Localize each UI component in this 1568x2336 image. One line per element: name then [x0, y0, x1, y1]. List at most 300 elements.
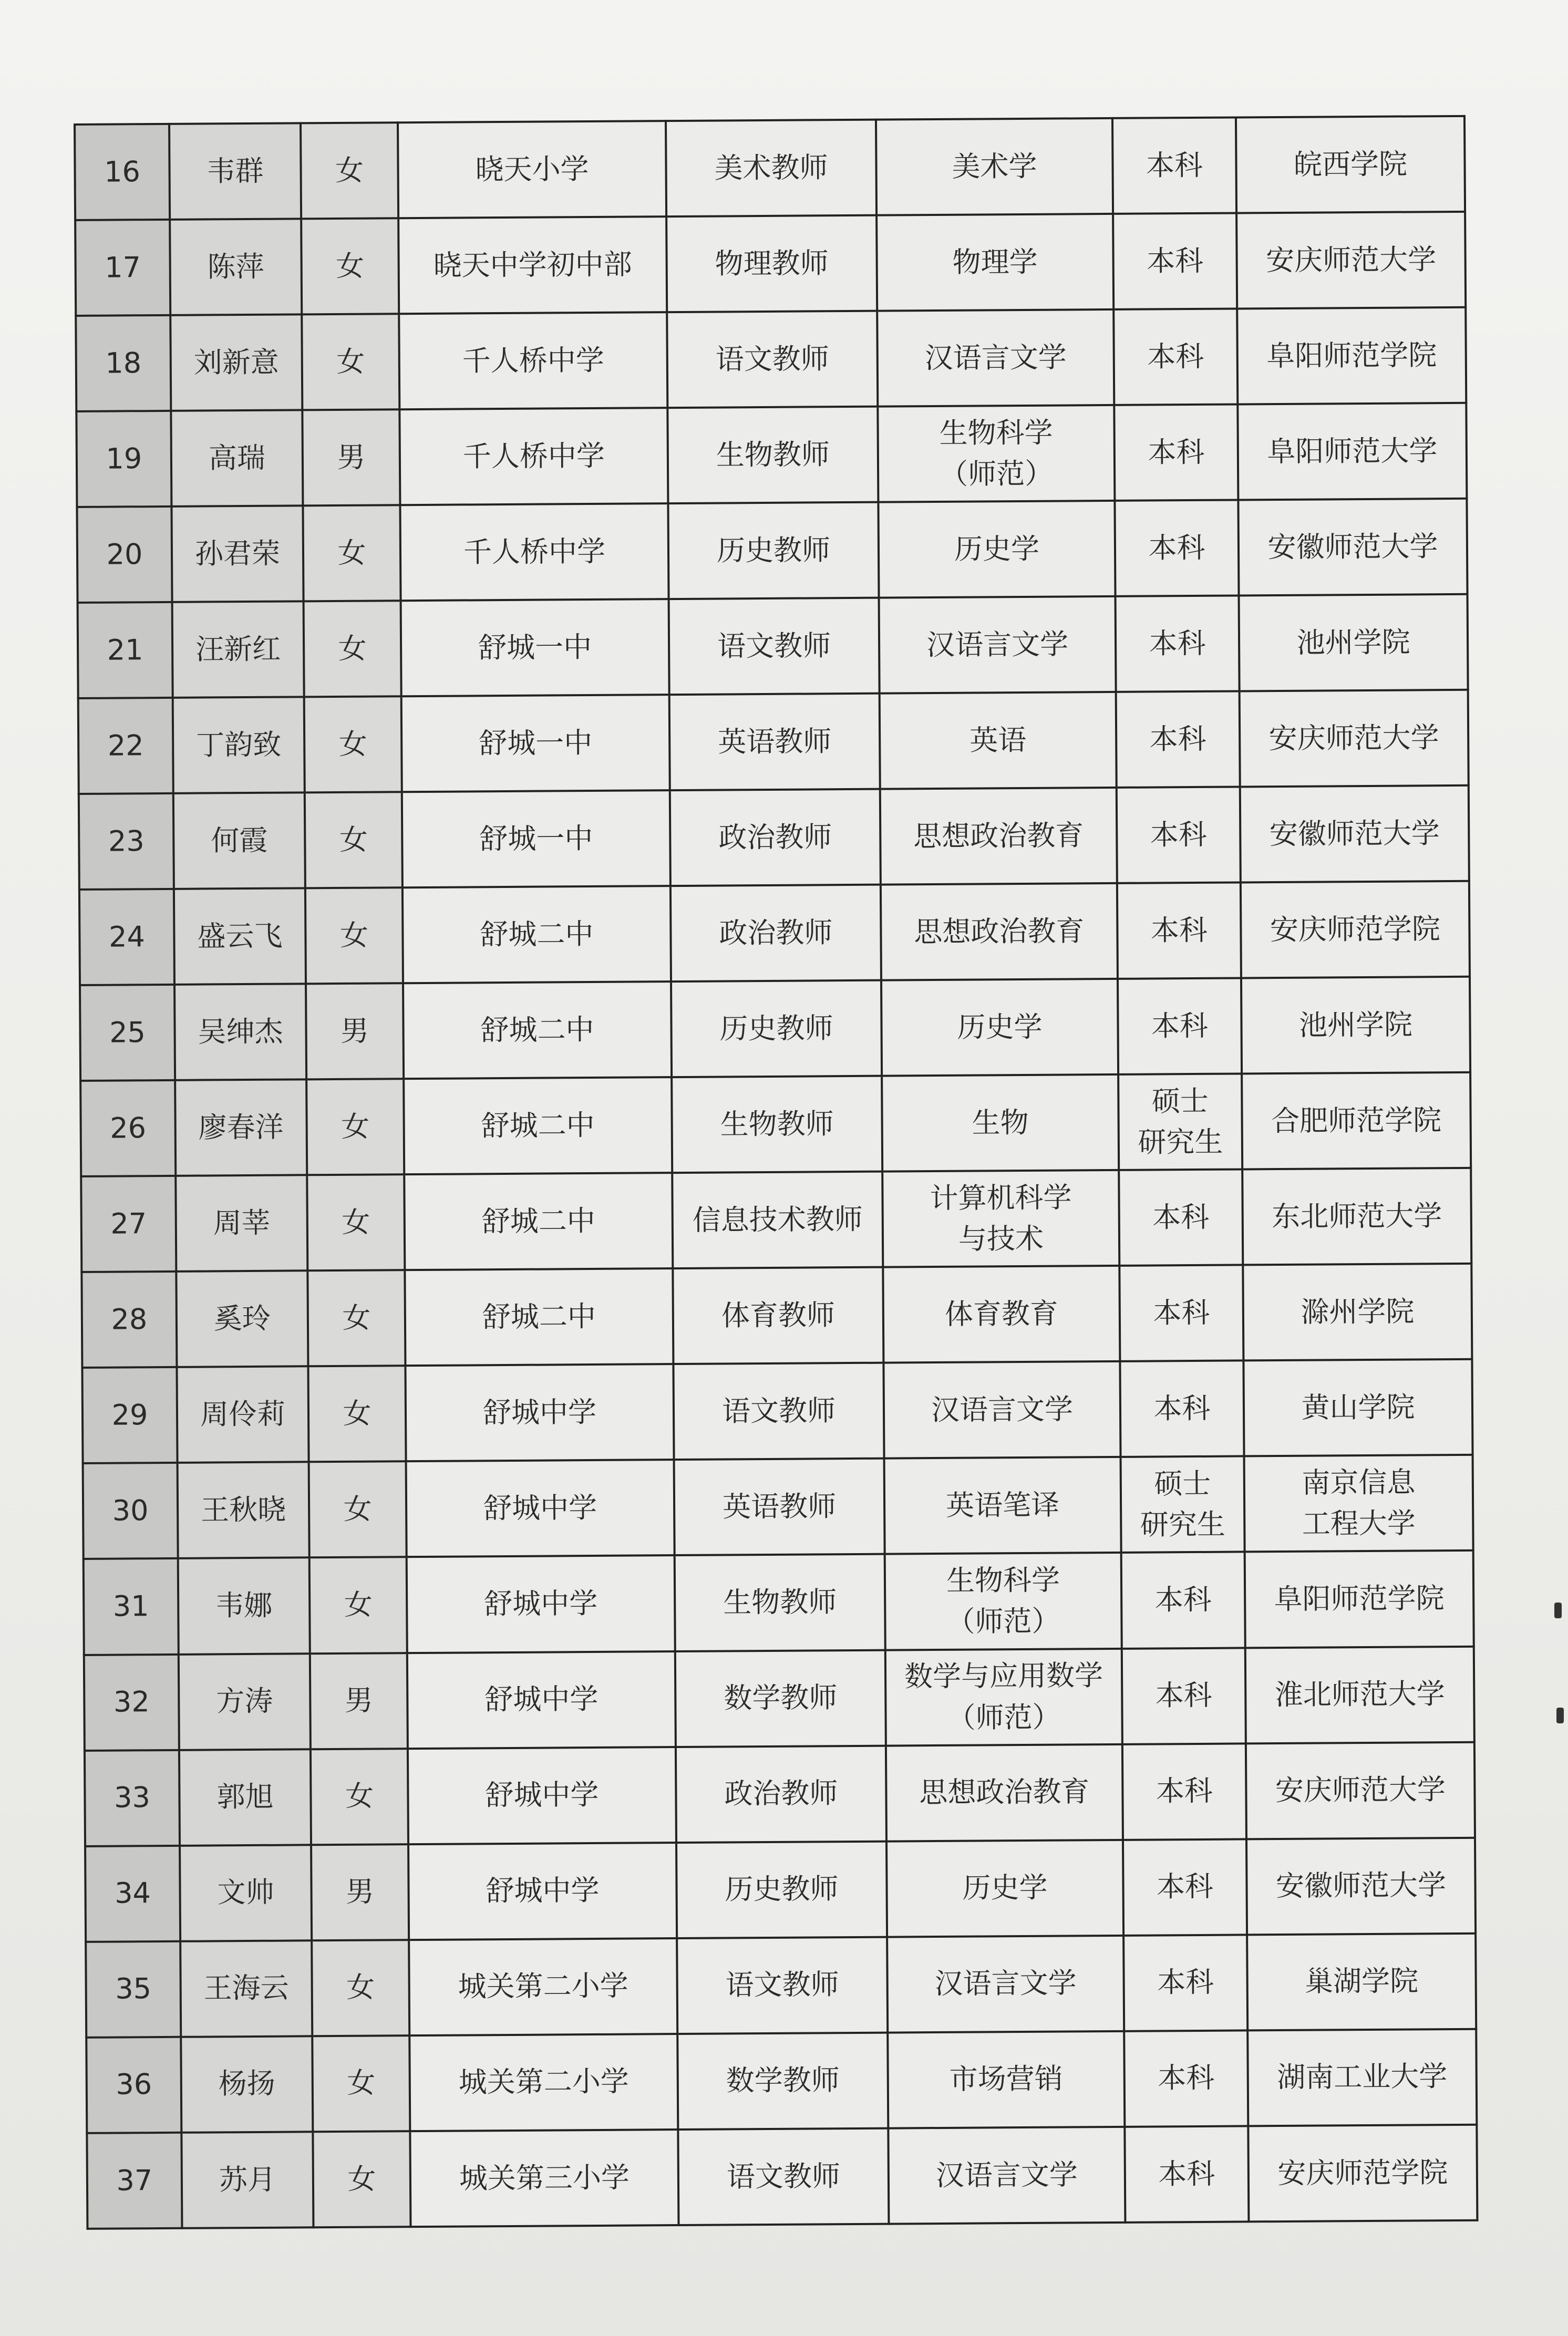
cell-text: 市场营销	[949, 2062, 1063, 2096]
table-row	[75, 116, 1465, 220]
cell-text: 苏月	[219, 2163, 276, 2196]
cell-text: 英语教师	[722, 1490, 837, 1524]
cell-name	[173, 793, 305, 890]
cell-name	[181, 2132, 313, 2228]
cell-text: 陈萍	[207, 250, 264, 284]
cell-text: 20	[106, 538, 143, 571]
cell-text: 女	[345, 1779, 374, 1813]
cell-text: 本科	[1153, 1296, 1210, 1330]
cell-text: 25	[109, 1016, 146, 1049]
cell-school	[403, 886, 671, 983]
table-row	[84, 1646, 1474, 1750]
cell-text: 研究生	[1140, 1508, 1226, 1542]
cell-degree	[1124, 2030, 1248, 2126]
cell-text: 舒城中学	[485, 1778, 599, 1812]
cell-text: 千人桥中学	[462, 439, 605, 473]
cell-text: 33	[114, 1781, 151, 1814]
cell-university	[1237, 403, 1467, 500]
cell-school	[399, 312, 667, 409]
cell-name	[180, 1940, 312, 2037]
cell-text: 滁州学院	[1301, 1295, 1415, 1329]
cell-university	[1243, 1359, 1472, 1456]
cell-gender	[306, 983, 404, 1079]
scan-mark	[1554, 1603, 1562, 1618]
table-row	[81, 1168, 1471, 1272]
cell-text: 女	[347, 2162, 376, 2196]
cell-number	[82, 1367, 177, 1463]
cell-position	[676, 1745, 886, 1842]
cell-text: 奚玲	[213, 1301, 271, 1336]
cell-gender	[303, 505, 400, 601]
cell-text: 孙君荣	[194, 536, 281, 571]
cell-text: （师范）	[939, 457, 1054, 491]
cell-major	[881, 979, 1118, 1076]
cell-text: 本科	[1146, 148, 1203, 182]
cell-text: 34	[115, 1876, 151, 1910]
cell-school	[404, 1077, 672, 1174]
cell-position	[675, 1650, 886, 1746]
cell-gender	[305, 887, 403, 984]
cell-text: 池州学院	[1298, 1008, 1413, 1042]
cell-text: （师范）	[947, 1700, 1061, 1734]
cell-text: 女	[346, 1971, 375, 2004]
cell-text: 本科	[1147, 339, 1204, 374]
cell-text: 语文教师	[725, 1968, 839, 2002]
cell-name	[179, 1653, 311, 1750]
cell-text: 女	[337, 536, 366, 570]
cell-university	[1236, 212, 1466, 309]
cell-name	[178, 1558, 310, 1655]
cell-school	[407, 1556, 675, 1653]
cell-number	[77, 507, 172, 603]
cell-major	[880, 692, 1117, 789]
cell-text: 女	[339, 918, 369, 953]
cell-text: 男	[337, 440, 366, 474]
cell-text: 安庆师范大学	[1268, 721, 1439, 756]
table-row	[84, 1551, 1474, 1655]
table-row	[81, 1264, 1472, 1368]
cell-text: 丁韵致	[196, 728, 282, 762]
cell-text: 淮北师范大学	[1274, 1677, 1445, 1712]
cell-text: 城关第三小学	[459, 2161, 630, 2195]
cell-text: 体育教育	[944, 1297, 1059, 1331]
cell-text: 黄山学院	[1301, 1390, 1415, 1425]
cell-text: 数学教师	[724, 1681, 838, 1715]
cell-text: 汉语言文学	[924, 340, 1067, 375]
cell-text: 思想政治教育	[914, 914, 1085, 949]
cell-gender	[310, 1653, 408, 1749]
cell-position	[674, 1459, 885, 1555]
cell-number	[81, 1272, 177, 1368]
cell-text: 吴绅杰	[198, 1015, 283, 1049]
cell-text: 皖西学院	[1293, 147, 1408, 181]
cell-name	[170, 219, 302, 315]
cell-text: 本科	[1156, 1870, 1214, 1904]
cell-text: 26	[110, 1111, 147, 1145]
cell-school	[400, 503, 668, 601]
cell-text: 汪新红	[195, 632, 281, 666]
cell-text: 工程大学	[1302, 1506, 1416, 1541]
cell-text: 本科	[1150, 818, 1208, 852]
cell-text: 生物科学	[939, 416, 1053, 450]
cell-text: 女	[342, 1301, 371, 1335]
cell-position	[668, 502, 879, 599]
cell-text: 生物教师	[716, 438, 830, 472]
cell-text: 安庆师范大学	[1265, 243, 1437, 277]
cell-text: 汉语言文学	[934, 1966, 1077, 2001]
cell-text: 生物	[972, 1106, 1029, 1140]
cell-text: 女	[338, 632, 367, 665]
cell-text: 27	[110, 1207, 147, 1241]
cell-text: 舒城二中	[481, 1204, 595, 1238]
cell-major	[882, 1074, 1119, 1172]
cell-major	[878, 405, 1115, 502]
cell-text: 英语	[969, 723, 1027, 757]
cell-text: 本科	[1153, 1392, 1211, 1425]
cell-text: 舒城中学	[483, 1491, 597, 1525]
cell-degree	[1122, 1648, 1246, 1744]
table-row	[77, 499, 1467, 603]
table-row	[78, 690, 1469, 794]
cell-name	[173, 697, 305, 794]
cell-major	[888, 2127, 1125, 2224]
cell-number	[85, 1845, 180, 1941]
cell-text: 舒城一中	[479, 822, 593, 856]
cell-school	[408, 1843, 677, 1940]
cell-text: 千人桥中学	[463, 534, 606, 569]
cell-university	[1238, 499, 1467, 596]
cell-position	[675, 1554, 885, 1651]
scan-mark	[1556, 1708, 1564, 1723]
cell-text: 廖春洋	[198, 1110, 284, 1144]
cell-text: 东北师范大学	[1272, 1199, 1442, 1234]
cell-major	[885, 1553, 1122, 1650]
cell-text: 男	[345, 1875, 375, 1909]
cell-university	[1244, 1455, 1473, 1552]
cell-text: 千人桥中学	[462, 343, 604, 378]
cell-major	[876, 118, 1113, 215]
cell-school	[407, 1651, 676, 1749]
roster-body	[75, 116, 1477, 2229]
cell-text: 本科	[1157, 1966, 1214, 1999]
cell-text: 历史教师	[725, 1872, 839, 1906]
cell-text: 历史学	[954, 532, 1040, 566]
cell-school	[403, 981, 672, 1079]
cell-number	[76, 315, 171, 411]
cell-text: 历史教师	[716, 533, 831, 567]
cell-position	[678, 2128, 889, 2225]
cell-school	[410, 2130, 678, 2227]
cell-number	[84, 1558, 179, 1655]
cell-text: 安徽师范大学	[1269, 816, 1440, 851]
cell-degree	[1120, 1361, 1244, 1457]
cell-text: 女	[336, 345, 365, 378]
cell-text: 安庆师范大学	[1275, 1773, 1446, 1807]
cell-university	[1240, 785, 1469, 883]
cell-name	[174, 888, 306, 985]
table-row	[76, 307, 1466, 411]
table-row	[86, 1933, 1476, 2037]
cell-major	[876, 214, 1113, 311]
cell-text: 杨扬	[218, 2067, 275, 2101]
cell-text: 本科	[1148, 435, 1205, 469]
cell-text: 本科	[1155, 1679, 1213, 1712]
cell-text: 阜阳师范学院	[1274, 1582, 1445, 1616]
cell-text: 周莘	[213, 1206, 270, 1240]
cell-position	[673, 1267, 883, 1364]
cell-text: 安徽师范大学	[1267, 530, 1438, 564]
cell-position	[677, 1937, 888, 2033]
cell-text: 16	[104, 155, 141, 189]
cell-text: 舒城中学	[486, 1874, 600, 1908]
cell-text: 本科	[1150, 913, 1208, 947]
cell-university	[1248, 2124, 1477, 2221]
cell-text: 硕士	[1151, 1084, 1209, 1118]
cell-text: 池州学院	[1296, 625, 1410, 659]
cell-position	[670, 885, 881, 981]
cell-text: 女	[344, 1588, 373, 1622]
cell-text: 19	[106, 442, 142, 476]
cell-text: 舒城二中	[482, 1300, 596, 1334]
cell-text: 计算机科学	[930, 1181, 1072, 1215]
cell-text: 数学与应用数学	[904, 1659, 1103, 1693]
cell-number	[81, 1176, 176, 1272]
cell-text: 政治教师	[724, 1776, 838, 1811]
cell-major	[883, 1266, 1120, 1363]
cell-text: 本科	[1148, 531, 1205, 565]
cell-gender	[311, 1749, 408, 1845]
cell-name	[178, 1462, 310, 1559]
cell-position	[666, 215, 877, 312]
cell-text: 本科	[1151, 1009, 1209, 1043]
cell-degree	[1122, 1743, 1246, 1839]
cell-position	[669, 598, 880, 695]
cell-school	[401, 599, 669, 696]
table-row	[85, 1742, 1475, 1846]
cell-text: 美术教师	[714, 151, 828, 185]
cell-position	[672, 1076, 882, 1173]
cell-number	[86, 1941, 181, 2037]
cell-gender	[304, 696, 402, 792]
cell-text: 城关第二小学	[458, 2065, 629, 2100]
cell-number	[75, 220, 170, 316]
cell-text: 思想政治教育	[919, 1775, 1090, 1810]
cell-position	[670, 789, 881, 886]
cell-name	[181, 2036, 313, 2133]
cell-name	[179, 1749, 311, 1846]
cell-text: 本科	[1152, 1201, 1210, 1234]
cell-degree	[1117, 787, 1241, 883]
cell-text: 语文教师	[715, 342, 829, 376]
cell-school	[408, 1747, 676, 1844]
cell-number	[84, 1654, 179, 1750]
cell-text: 历史学	[957, 1010, 1043, 1044]
cell-text: 晓天中学初中部	[433, 247, 632, 282]
cell-text: 女	[338, 727, 367, 761]
cell-text: 31	[112, 1589, 149, 1623]
cell-text: 郭旭	[216, 1780, 274, 1814]
cell-school	[409, 1938, 677, 2035]
cell-school	[405, 1364, 674, 1461]
cell-gender	[302, 409, 400, 505]
cell-text: 王秋晓	[200, 1493, 286, 1527]
cell-number	[85, 1750, 180, 1846]
cell-text: 舒城二中	[481, 1109, 595, 1143]
table-row	[79, 785, 1469, 890]
cell-position	[677, 2032, 888, 2129]
cell-position	[673, 1363, 884, 1460]
cell-gender	[312, 1940, 409, 2036]
cell-number	[79, 889, 174, 985]
table-row	[76, 403, 1467, 507]
cell-text: 合肥师范学院	[1271, 1103, 1442, 1138]
cell-degree	[1123, 1935, 1247, 2031]
cell-text: 女	[339, 823, 368, 857]
cell-school	[405, 1268, 673, 1366]
cell-gender	[309, 1462, 407, 1558]
cell-position	[667, 407, 878, 503]
cell-gender	[306, 1079, 404, 1175]
cell-school	[404, 1173, 673, 1270]
cell-text: 29	[111, 1398, 148, 1432]
cell-text: 本科	[1149, 626, 1206, 660]
cell-text: 22	[107, 729, 144, 762]
cell-text: 英语教师	[718, 725, 832, 759]
cell-number	[83, 1463, 178, 1559]
cell-text: 研究生	[1138, 1125, 1223, 1159]
cell-text: 周伶莉	[200, 1397, 286, 1431]
cell-degree	[1116, 691, 1240, 788]
cell-name	[175, 1080, 307, 1176]
cell-university	[1247, 1933, 1476, 2030]
cell-text: 舒城二中	[480, 1013, 594, 1047]
cell-text: 21	[107, 633, 143, 667]
cell-text: 阜阳师范大学	[1267, 434, 1438, 469]
cell-gender	[305, 792, 403, 888]
cell-degree	[1113, 309, 1237, 405]
cell-text: （师范）	[946, 1605, 1060, 1639]
cell-text: 韦群	[207, 154, 264, 188]
cell-text: 何霞	[211, 823, 268, 857]
cell-gender	[310, 1557, 407, 1653]
cell-degree	[1118, 978, 1242, 1074]
cell-name	[169, 123, 301, 220]
cell-school	[398, 121, 666, 218]
cell-text: 36	[116, 2068, 152, 2102]
cell-university	[1247, 2029, 1477, 2126]
cell-text: 硕士	[1154, 1466, 1211, 1501]
cell-text: 女	[343, 1492, 372, 1526]
cell-text: 24	[108, 920, 146, 954]
cell-text: 男	[340, 1014, 369, 1048]
cell-text: 女	[341, 1110, 370, 1144]
cell-text: 方涛	[216, 1684, 273, 1718]
cell-text: 舒城中学	[484, 1587, 598, 1621]
cell-gender	[301, 218, 399, 314]
cell-text: 盛云飞	[197, 919, 283, 953]
cell-text: 高瑞	[208, 441, 266, 475]
table-row	[86, 2029, 1477, 2133]
cell-university	[1242, 1072, 1471, 1170]
cell-text: 信息技术教师	[692, 1203, 863, 1237]
cell-text: 安庆师范学院	[1277, 2155, 1448, 2190]
cell-text: 本科	[1158, 2061, 1215, 2095]
cell-degree	[1112, 117, 1236, 213]
cell-university	[1245, 1646, 1474, 1743]
table-row	[83, 1455, 1473, 1559]
cell-text: 美术学	[952, 149, 1037, 183]
teacher-roster-table	[74, 115, 1478, 2230]
cell-text: 语文教师	[717, 629, 831, 663]
cell-degree	[1114, 405, 1238, 501]
cell-major	[886, 1839, 1123, 1937]
cell-text: 语文教师	[721, 1394, 836, 1428]
cell-text: 物理教师	[715, 246, 829, 281]
cell-text: 女	[335, 249, 365, 283]
cell-text: 晓天小学	[475, 152, 589, 187]
cell-gender	[312, 2035, 410, 2132]
cell-degree	[1123, 1839, 1247, 1935]
cell-text: 物理学	[952, 245, 1038, 279]
cell-text: 湖南工业大学	[1277, 2060, 1448, 2094]
table-row	[87, 2124, 1477, 2228]
cell-degree	[1117, 883, 1241, 979]
cell-degree	[1113, 213, 1237, 309]
cell-position	[672, 1172, 883, 1268]
cell-text: 政治教师	[719, 916, 833, 950]
cell-text: 舒城二中	[480, 917, 594, 952]
cell-text: 23	[108, 824, 145, 858]
cell-university	[1237, 307, 1466, 405]
cell-degree	[1119, 1170, 1243, 1266]
cell-text: 生物教师	[720, 1107, 834, 1141]
cell-text: 英语笔译	[945, 1488, 1060, 1523]
cell-major	[882, 1170, 1119, 1267]
cell-university	[1242, 1168, 1471, 1265]
cell-number	[76, 411, 171, 507]
cell-name	[172, 602, 304, 698]
cell-text: 本科	[1156, 1774, 1213, 1808]
cell-text: 37	[116, 2163, 153, 2197]
cell-gender	[304, 601, 401, 697]
cell-text: 生物科学	[946, 1563, 1060, 1598]
cell-degree	[1121, 1552, 1245, 1648]
cell-school	[401, 695, 670, 792]
cell-text: 本科	[1158, 2157, 1215, 2190]
cell-text: 安徽师范大学	[1275, 1868, 1447, 1903]
cell-school	[409, 2034, 678, 2131]
cell-school	[406, 1460, 675, 1557]
cell-text: 生物教师	[723, 1585, 837, 1619]
cell-major	[880, 788, 1117, 885]
cell-gender	[311, 1844, 409, 1940]
table-row	[82, 1359, 1472, 1463]
cell-text: 舒城一中	[479, 726, 593, 760]
cell-gender	[308, 1366, 406, 1462]
cell-text: 阜阳师范学院	[1266, 338, 1437, 373]
cell-text: 35	[115, 1972, 152, 2006]
cell-text: 语文教师	[726, 2159, 841, 2193]
cell-text: 数学教师	[726, 2063, 840, 2097]
cell-number	[80, 985, 175, 1081]
table-row	[80, 1072, 1471, 1176]
cell-name	[176, 1175, 307, 1272]
cell-major	[883, 1361, 1120, 1459]
cell-school	[398, 216, 667, 314]
cell-text: 历史学	[962, 1871, 1048, 1905]
cell-position	[671, 980, 882, 1077]
cell-university	[1239, 594, 1468, 691]
